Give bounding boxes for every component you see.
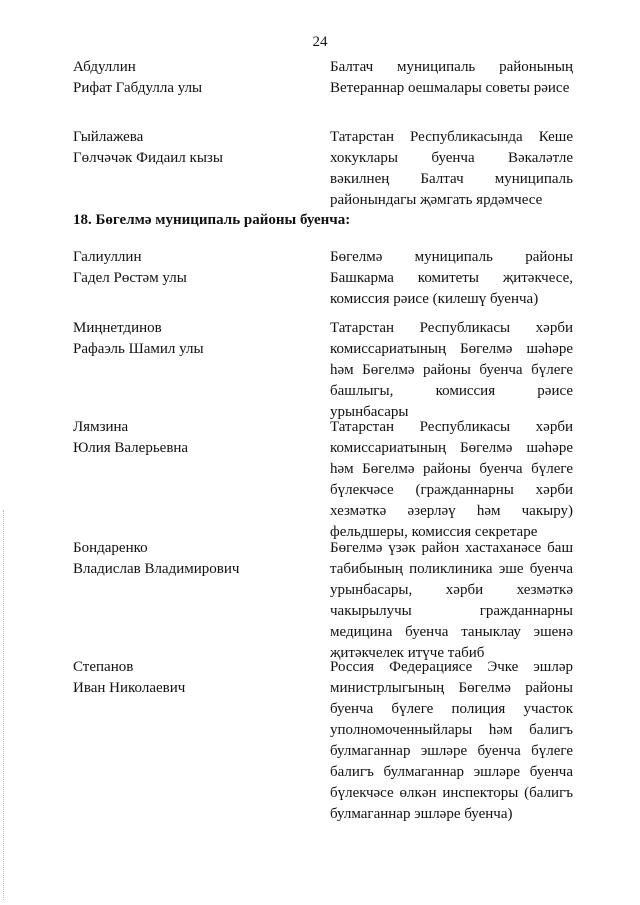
- page-number: 24: [312, 34, 328, 50]
- person-role: [330, 657, 573, 825]
- given-name: Гадел Рөстәм улы: [73, 270, 187, 286]
- given-name: Рифат Габдулла улы: [73, 80, 203, 96]
- role-line: комиссариатының Бөгелмә шәһәре: [330, 341, 573, 357]
- role-line: Башкарма комитеты җитәкчесе,: [330, 270, 573, 286]
- role-line: чакырылучы гражданнарны: [330, 603, 573, 619]
- role-line: булмаганнар эшләре буенча бүлеге: [330, 743, 573, 759]
- surname: Гыйлажева: [73, 129, 144, 145]
- role-line: уполномоченныйлары һәм балигъ: [330, 722, 573, 738]
- surname: Миңнетдинов: [73, 320, 162, 336]
- given-name: Владислав Владимирович: [73, 561, 240, 577]
- role-line: җитәкчелек итүче табиб: [330, 645, 485, 661]
- given-name: Иван Николаевич: [73, 680, 186, 696]
- role-line: булмаганнар эшләре буенча): [330, 806, 513, 822]
- role-line: фельдшеры, комиссия секретаре: [330, 524, 538, 540]
- role-line: министрлыгының Бөгелмә районы: [330, 680, 573, 696]
- role-line: Балтач муниципаль районының: [330, 59, 573, 75]
- role-line: вәкилнең Балтач муниципаль: [330, 171, 573, 187]
- person-role: [330, 417, 573, 543]
- section-heading: 18. Бөгелмә муниципаль районы буенча:: [73, 212, 351, 228]
- role-line: Россия Федерациясе Эчке эшләр: [330, 659, 573, 675]
- person-name: [73, 57, 313, 99]
- person-role: [330, 127, 573, 211]
- role-line: медицина буенча таныклау эшенә: [330, 624, 573, 640]
- role-line: Бөгелмә үзәк район хастаханәсе баш: [330, 540, 573, 556]
- role-line: Татарстан Республикасы хәрби: [330, 419, 573, 435]
- person-name: [73, 417, 313, 459]
- role-line: балигъ булмаганнар эшләре буенча: [330, 764, 573, 780]
- role-line: урынбасары, хәрби хезмәткә: [330, 582, 573, 598]
- surname: Галиуллин: [73, 249, 142, 265]
- surname: Бондаренко: [73, 540, 148, 556]
- surname: Абдуллин: [73, 59, 136, 75]
- scan-margin-marks: [3, 510, 7, 900]
- person-role: [330, 318, 573, 423]
- person-role: [330, 247, 573, 310]
- given-name: Рафаэль Шамил улы: [73, 341, 204, 357]
- role-line: буенча бүлеге полиция участок: [330, 701, 573, 717]
- role-line: бүлекчәсе өлкән инспекторы (балигъ: [330, 785, 573, 801]
- role-line: Ветераннар оешмалары советы рәисе: [330, 80, 570, 96]
- person-name: [73, 247, 313, 289]
- person-role: [330, 57, 573, 99]
- role-line: урынбасары: [330, 404, 409, 420]
- person-name: [73, 538, 313, 580]
- role-line: бүлекчәсе (гражданнарны хәрби: [330, 482, 573, 498]
- role-line: комиссариатының Бөгелмә шәһәре: [330, 440, 573, 456]
- surname: Лямзина: [73, 419, 129, 435]
- role-line: хокуклары буенча Вәкаләтле: [330, 150, 573, 166]
- role-line: Татарстан Республикасы хәрби: [330, 320, 573, 336]
- person-name: [73, 657, 313, 699]
- given-name: Юлия Валерьевна: [73, 440, 189, 456]
- surname: Степанов: [73, 659, 134, 675]
- role-line: башлыгы, комиссия рәисе: [330, 383, 573, 399]
- role-line: хезмәткә әзерләү һәм чакыру): [330, 503, 573, 519]
- role-line: районындагы җәмгать ярдәмчесе: [330, 192, 543, 208]
- role-line: комиссия рәисе (килешү буенча): [330, 291, 539, 307]
- person-name: [73, 127, 313, 169]
- role-line: табибының поликлиника эше буенча: [330, 561, 573, 577]
- person-role: [330, 538, 573, 664]
- role-line: Бөгелмә муниципаль районы: [330, 249, 573, 265]
- role-line: һәм Бөгелмә районы буенча бүлеге: [330, 362, 573, 378]
- role-line: һәм Бөгелмә районы буенча бүлеге: [330, 461, 573, 477]
- given-name: Гөлчәчәк Фидаил кызы: [73, 150, 223, 166]
- role-line: Татарстан Республикасында Кеше: [330, 129, 573, 145]
- person-name: [73, 318, 313, 360]
